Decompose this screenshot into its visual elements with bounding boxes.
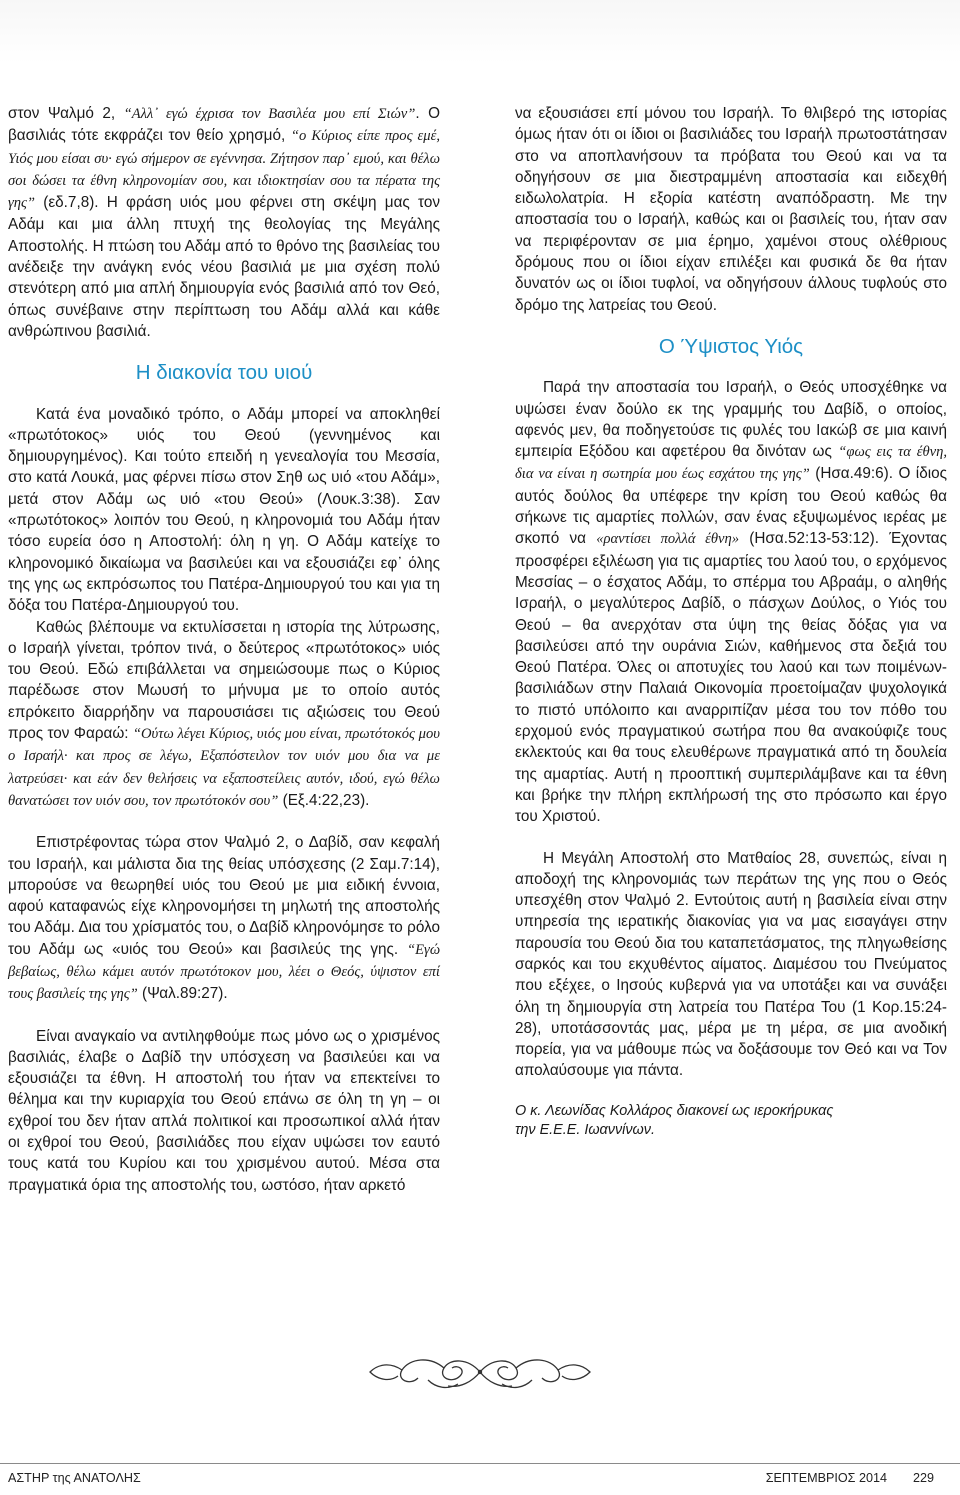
section-heading: Η διακονία του υιού xyxy=(135,361,313,385)
scripture-quote: “φως εις τα έθνη, δια να είναι η σωτηρία μου έως εσχάτου της γης” xyxy=(515,444,947,483)
body-text: Είναι αναγκαίο να αντιληφθούμε πως μόνο ως ο χρισμένος βασιλιάς, έλαβε ο Δαβίδ την υπόσχεση να βασιλεύει και να εξουσιάζει τα έθνη. Η αποστολή του ήταν να επεκτείνει το θέλημα και την κυριαρχία του Θεού επάνω σε όλη τη γη – οι εχθροί του δεν ήταν απλά πολιτικοί και προσωπικοί αλλά ήταν οι εχθροί του Θεού, βασιλιάδες που είχαν υψώσει τον εαυτό τους κατά του Κυρίου και του χρισμένου αυτού. Μέσα στα πραγματικά όρια της αποστολής του, ωστόσο, ήταν αρκετό xyxy=(8,1027,440,1194)
scroll-ornament-icon xyxy=(340,1352,620,1392)
body-text: (Ησα.49:6). Ο ίδιος αυτός δούλος θα υπέφερε την κρίση του Θεού καθώς θα σήκωνε τις αμαρτίες πολλών, σαν ένας εξυψωμένος ιερέας με σκοπό να xyxy=(515,465,947,548)
footer-title: ΑΣΤΗΡ της ΑΝΑΤΟΛΗΣ xyxy=(8,1471,141,1485)
scripture-quote: “Αλλ᾽ εγώ έχρισα τον Βασιλέα μου επί Σιών” xyxy=(123,106,416,122)
scripture-quote: “ο Κύριος είπε προς εμέ, Υιός μου είσαι συ· εγώ σήμερον σε εγέννησα. Ζήτησον παρ᾽ εμού, και θέλω σοι δώσει τα έθνη κληρονομίαν σου, και ιδιοκτησίαν σου τα πέρατα της γης” xyxy=(8,128,440,212)
paragraph xyxy=(515,377,947,827)
paragraph xyxy=(515,103,947,316)
body-text: να εξουσιάσει επί μόνου του Ισραήλ. Το θλιβερό της ιστορίας όμως ήταν ότι οι ίδιοι οι βασιλιάδες του Ισραήλ πρωτοστάτησαν στο να αποπλανήσουν τα πρόβατα του Θεού και να τα οδηγήσουν σε μια διεστραμμένη αποστασία και ειδεχθή ειδωλολατρία. Η εξορία κατέστη αναπόδραστη. Με την αποστασία του ο Ισραήλ, καθώς και οι βασιλείς του, ήταν σαν να περιφέρονταν σε μια έρημο, χαμένοι στους ολέθριους δρόμους που οι ίδιοι είχαν επιλέξει και φυσικά δε θα ήταν δυνατόν ως οι ίδιοι τυφλοί, να οδηγήσουν άλλους τυφλούς στο δρόμο της λατρείας του Θεού. xyxy=(515,105,947,314)
body-text: Η Μεγάλη Αποστολή στο Ματθαίος 28, συνεπώς, είναι η αποδοχή της κληρονομιάς των περάτων της γης που ο Θεός υπεσχέθη στον Ψαλμό 2. Εντούτοις αυτή η βασιλεία είναι στην υπηρεσία της ιερατικής διακονίας για να μας εισαγάγει στην παρουσία του Θεού δια του καταπετάσματος, της πληγωθείσης σαρκός και του εκχυθέντος αίματος. Διαμέσου του Πνεύματος που εξέχεε, ο Ιησούς κυβερνά για να υποτάξει και να συνάξει όλη τη δημιουργία στη λατρεία του Πατέρα Του (1 Κορ.15:24-28), υποτάσσοντάς μας, μέρα με τη μέρα, σε μια ανοδική πορεία, για να μάθουμε πώς να δοξάσουμε τον Θεό και να Τον απολαύσουμε για πάντα. xyxy=(515,849,947,1080)
paragraph xyxy=(8,1026,440,1196)
footer-info xyxy=(766,1470,934,1486)
body-text: Καθώς βλέπουμε να εκτυλίσσεται η ιστορία της λύτρωσης, ο Ισραήλ γίνεται, τρόπον τινά, ο δεύτερος «πρωτότοκος» υιός του Θεού. Εδώ επιβάλλεται να σημειώσουμε πως ο Κύριος παρέδωσε στον Μωυσή το μήνυμα με το οποίο αυτός επρόκειτο διαρρήδην να παρουσιάσει τις αξιώσεις του Θεού προς τον Φαραώ: xyxy=(8,618,440,743)
author-note xyxy=(515,1102,947,1140)
scripture-quote: “Εγώ βεβαίως, θέλω κάμει αυτόν πρωτότοκον μου, λέει ο Θεός, ύψιστον επί τους βασιλείς της γης” xyxy=(8,941,440,1003)
body-text: στον Ψαλμό 2, xyxy=(8,105,124,122)
scripture-quote: «ραντίσει πολλά έθνη» xyxy=(596,531,740,548)
paragraph xyxy=(8,832,440,1005)
paragraph xyxy=(8,103,440,342)
body-text: Επιστρέφοντας τώρα στον Ψαλμό 2, ο Δαβίδ, σαν κεφαλή του Ισραήλ, και μάλιστα δια της θείας υπόσχεσης (2 Σαμ.7:14), μπορούσε να θεωρηθεί υιός του Θεού με μια ειδική έννοια, αφού καταφανώς είχε κληρονομήσει τη μηλωτή της αποστολής του Αδάμ. Δια του χρίσματός του, ο Δαβίδ κληρονόμησε το ρόλο του Αδάμ ως «υιός του Θεού» και βασιλεύς της γης. xyxy=(8,834,440,958)
body-text: (Ησα.52:13-53:12). Έχοντας προσφέρει εξιλέωση για τις αμαρτίες του λαού του, ο ερχόμενος Μεσσίας – ο έσχατος Αδάμ, το σπέρμα του Αβραάμ, ο αληθής Ισραήλ, ο μεγαλύτερος Δαβίδ, ο πάσχων Δούλος, ο Υιός του Θεού – θα ανερχόταν στα ύψη της θείας δόξας για να βασιλεύσει από την ουράνια Σιών, καθήμενος στα δεξιά του Θεού Πατέρα. Όλες οι αποτυχίες του λαού και των ποιμένων-βασιλιάδων στην Παλαιά Οικονομία προετοίμαζαν ψυχολογικά το πιστό υπόλοιπο και αναρριπίζαν μέσα του τον πόθο του ερχομού ενός πραγματικού σωτήρα που θα ανακούφιζε τους εκλεκτούς και θα τους ελευθέρωνε πραγματικά από τη δουλεία της αμαρτίας. Αυτή η προοπτική συμπεριλάμβανε και τα έθνη και βρήκε την πλήρη εκπλήρωσή της στο πρόσωπο και έργο του Χριστού. xyxy=(515,530,947,826)
footer-rule xyxy=(0,1463,960,1464)
paragraph xyxy=(8,617,440,813)
body-text: (εδ.7,8). Η φράση υιός μου φέρνει στη σκέψη μας τον Αδάμ και μια άλλη πτυχή της θεολογίας της Μεγάλης Αποστολής. Η πτώση του Αδάμ από το θρόνο της βασιλείας του ανέδειξε την ανάγκη ενός νέου βασιλιά με μια σχέση πολύ στενότερη από μια απλή δημιουργία ενός βασιλιά από τον Θεό, όπως συνέβαινε στην περίπτωση του Αδάμ αλλά και κάθε ανθρώπινου βασιλιά. xyxy=(8,194,440,340)
page-number: 229 xyxy=(912,1471,934,1485)
body-text: (Ψαλ.89:27). xyxy=(137,985,228,1003)
paragraph xyxy=(515,848,947,1082)
footer-issue: ΣΕΠΤΕΜΒΡΙΟΣ 2014 xyxy=(765,1471,887,1485)
top-band xyxy=(0,0,960,64)
author-note-line: την Ε.Ε.Ε. Ιωαννίνων. xyxy=(515,1121,655,1138)
body-text: . Ο βασιλιάς τότε εκφράζει τον θείο χρησμό, xyxy=(8,105,440,145)
author-note-line: Ο κ. Λεωνίδας Κολλάρος διακονεί ως ιεροκήρυκας xyxy=(515,1102,834,1119)
left-column xyxy=(8,103,440,1196)
body-text: Κατά ένα μοναδικό τρόπο, ο Αδάμ μπορεί να αποκληθεί «πρωτότοκος» υιός του Θεού (γεννημένος και δημιουργημένος). Και τούτο επειδή η γενεαλογία του Μεσσία, στο κατά Λουκά, μας φέρνει πίσω στον Σηθ ως υιό «του Αδάμ», μετά στον Αδάμ ως υιό «του Θεού» (Λουκ.3:38). Σαν «πρωτότοκος» λοιπόν του Θεού, η κληρονομιά του Αδάμ ήταν τόσο ευρεία όσο η Αποστολή: όλη η γη. Ο Αδάμ κατείχε το κληρονομικό δικαίωμα να βασιλεύει και να εξουσιάζει εφ᾽ όλης της γης ως εκπρόσωπος του Πατέρα-Δημιουργού του και για τη δόξα του Πατέρα-Δημιουργού του. xyxy=(8,405,440,615)
body-text: Παρά την αποστασία του Ισραήλ, ο Θεός υποσχέθηκε να υψώσει έναν δούλο εκ της γραμμής του Δαβίδ, ο οποίος, αφενός μεν, θα ποδηγετούσε τις φυλές του Ιακώβ σε μια καινή εμπειρία Εξόδου και αφετέρου θα δινόταν ως xyxy=(515,379,947,461)
right-column xyxy=(515,103,947,1140)
scripture-quote: “Ούτω λέγει Κύριος, υιός μου είναι, πρωτότοκός μου ο Ισραήλ· και προς σε λέγω, Εξαπόστειλον τον υιόν μου δια να με λατρεύσει· και εάν δεν θελήσεις να εξαποστείλεις αυτόν, ιδού, εγώ θέλω θανατώσει τον υιόν σου, τον πρωτότοκόν σου” xyxy=(8,726,440,809)
section-heading: Ο Ύψιστος Υιός xyxy=(658,334,804,358)
body-text: (Εξ.4:22,23). xyxy=(278,791,370,809)
paragraph xyxy=(8,404,440,617)
